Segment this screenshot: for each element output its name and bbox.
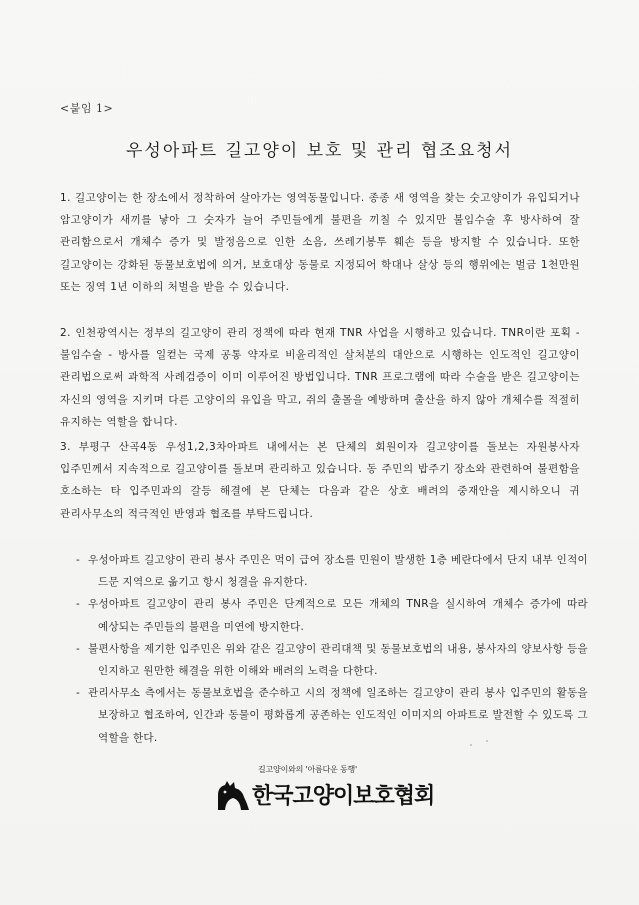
list-marker: - <box>76 554 81 566</box>
organization-logo <box>214 764 434 814</box>
paper-speck <box>470 744 472 746</box>
organization-name: 한국고양이보호협회 <box>252 784 435 809</box>
attachment-label: <붙임 1> <box>60 102 114 115</box>
list-marker: - <box>76 687 81 700</box>
cat-silhouette-icon <box>216 781 250 811</box>
list-item-text: 불편사항을 제기한 입주민은 위와 같은 길고양이 관리대책 및 동물보호법의 내용, 봉사자의 양보사항 등을 인지하고 원만한 해결을 위한 이해와 배려의 노력을 다한다. <box>88 642 588 678</box>
list-marker: - <box>76 642 81 655</box>
paragraph-2: 2. 인천광역시는 정부의 길고양이 관리 정책에 따라 현재 TNR 사업을 시행하고 있습니다. TNR이란 포획 - 불임수술 - 방사를 일컫는 국제 공통 약자로 비윤리적인 살처분의 대안으로 시행하는 인도적인 길고양이 관리법으로써 과학적 사례검증이 이미 이루어진 방법입니다. TNR 프로그램에 따라 수술을 받은 길고양이는 자신의 영역을 지키며 다른 고양이의 유입을 막고, 쥐의 출몰을 예방하며 출산을 하지 않아 개체수를 적절히 유지하는 역할을 합니다. <box>60 327 580 428</box>
list-item-text: 관리사무소 측에서는 동물보호법을 준수하고 시의 정책에 일조하는 길고양이 관리 봉사 입주민의 활동을 보장하고 협조하여, 인간과 동물이 평화롭게 공존하는 인도적인 이미지의 아파트로 발전할 수 있도록 그 역할을 한다. <box>88 687 588 744</box>
mediation-list <box>76 549 588 749</box>
paragraph-1: 1. 길고양이는 한 장소에서 정착하여 살아가는 영역동물입니다. 종종 새 영역을 찾는 숫고양이가 유입되거나 암고양이가 새끼를 낳아 그 숫자가 늘어 주민들에게 불편을 끼칠 수 있지만 불임수술 후 방사하여 잘 관리함으로서 개체수 증가 및 발정음으로 인한 소음, 쓰레기봉투 훼손 등을 방지할 수 있습니다. 또한 길고양이는 강화된 동물보호법에 의거, 보호대상 동물로 지정되어 학대나 살상 등의 행위에는 벌금 1천만원 또는 징역 1년 이하의 처벌을 받을 수 있습니다. <box>60 192 580 293</box>
paragraph-3: 3. 부평구 산곡4동 우성1,2,3차아파트 내에서는 본 단체의 회원이자 길고양이를 돌보는 자원봉사자 입주민께서 지속적으로 길고양이를 돌보며 관리하고 있습니다. 동 주민의 밥주기 장소와 관련하여 불편함을 호소하는 타 입주민과의 갈등 해결에 본 단체는 다음과 같은 상호 배려의 중재안을 제시하오니 귀 관리사무소의 적극적인 반영과 협조를 부탁드립니다. <box>60 441 580 520</box>
list-item <box>76 638 588 682</box>
paper-speck <box>486 740 488 742</box>
list-item <box>76 549 588 593</box>
organization-tagline: 길고양이와의 '아름다운 동행' <box>258 765 358 774</box>
list-item <box>76 682 588 749</box>
document-title: 우성아파트 길고양이 보호 및 관리 협조요청서 <box>125 141 514 161</box>
list-item <box>76 593 588 637</box>
list-marker: - <box>76 598 81 611</box>
list-item-text: 우성아파트 길고양이 관리 봉사 주민은 먹이 급여 장소를 민원이 발생한 1층 베란다에서 단지 내부 인적이 드문 지역으로 옮기고 항시 청결을 유지한다. <box>88 554 588 589</box>
list-item-text: 우성아파트 길고양이 관리 봉사 주민은 단계적으로 모든 개체의 TNR을 실시하여 개체수 증가에 따라 예상되는 주민들의 불편을 미연에 방지한다. <box>88 598 588 633</box>
